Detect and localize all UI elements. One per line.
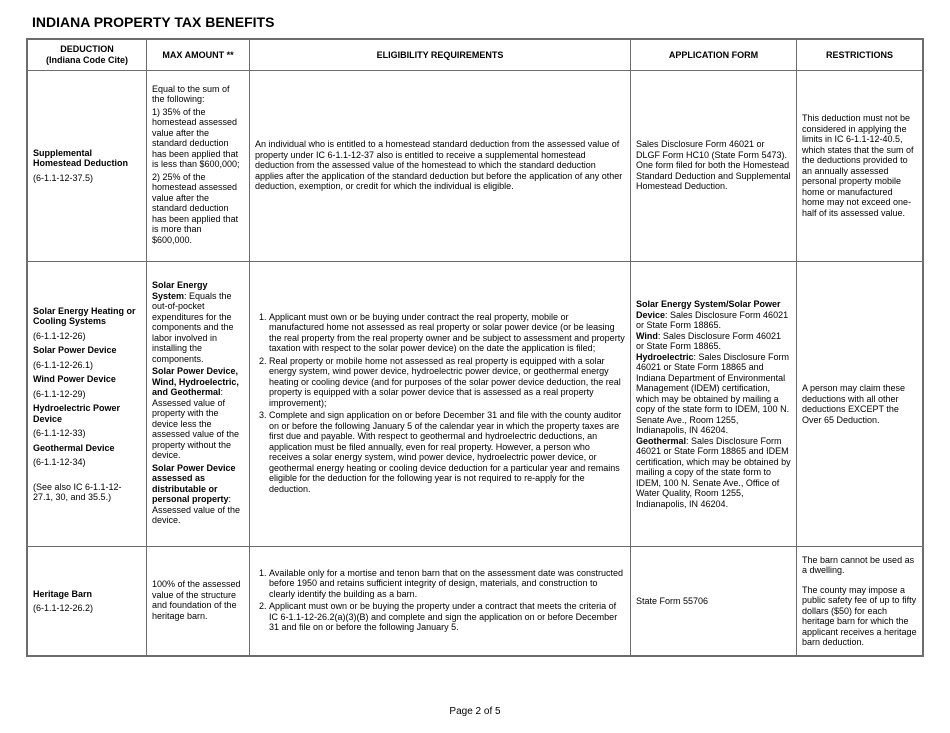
eligibility-cell <box>250 70 631 261</box>
header-eligibility: ELIGIBILITY REQUIREMENTS <box>250 39 631 70</box>
page-footer: Page 2 of 5 <box>449 706 501 717</box>
deduction-cite: (6-1.1-12-26) <box>33 330 86 341</box>
eligibility-cell <box>250 547 631 656</box>
amount-text: : Assessed value of the device. <box>152 494 241 526</box>
deduction-cite: (6-1.1-12-29) <box>33 388 86 399</box>
deduction-cite: (6-1.1-12-33) <box>33 428 86 439</box>
amount-text: : Equals the out-of-pocket expenditures for the components and the labor involved in installing the components. <box>152 290 234 364</box>
application-line <box>636 352 791 436</box>
list-item: 1. Available only for a mortise and tenon barn that on the assessment date was constructed before 1950 and retains sufficient integrity of design, materials, and construction to clearly identify the building as a barn. <box>269 568 625 600</box>
deduction-name: Hydroelectric Power Device <box>33 403 121 424</box>
list-item: 2. Applicant must own or be buying the property under a contract that meets the criteria of IC 6-1.1-12-26.2(a)(3)(B) and complete and sign the application on or before December 31 and file on or before the following January 5. <box>269 601 625 633</box>
application-text: : Sales Disclosure Form 46021 or State Form 18865 and IDEM certification, which may be obtained by mailing a copy of the state form to IDEM, 100 N. Senate Ave., Office of Water Quality, Room 1255, Indianapolis, IN 46204. <box>636 435 791 509</box>
amount-line <box>152 463 244 526</box>
eligibility-cell <box>250 261 631 547</box>
amount-label: Solar Energy System <box>152 280 208 301</box>
deduction-cell <box>27 70 147 261</box>
deduction-name: Solar Power Device <box>33 345 117 356</box>
deduction-cite: (6-1.1-12-37.5) <box>33 172 94 183</box>
application-text: : Sales Disclosure Form 46021 or State Form 18865. <box>636 330 781 352</box>
deduction-cell <box>27 547 147 656</box>
restrictions-cell <box>797 261 924 547</box>
amount-line: 1) 35% of the homestead assessed value after the standard deduction has been applied that is less than $600,000; <box>152 106 240 170</box>
list-item: 1. Applicant must own or be buying under contract the real property, mobile or manufactured home not assessed as real property or solar power device (or be leasing the real property from the real property owner and be subject to assessment and property taxation with respect to the solar power device) on the date the application is filed; <box>269 312 625 354</box>
application-label: Hydroelectric <box>636 351 694 362</box>
application-line <box>636 436 791 510</box>
deduction-cite: (6-1.1-12-26.2) <box>33 603 94 614</box>
application-label: Solar Energy System/Solar Power Device <box>636 299 781 320</box>
restrictions-text: The county may impose a public safety fee of up to fifty dollars ($50) for each heritage barn for which the applicant receives a heritage barn deduction. <box>802 584 917 648</box>
amount-label: Solar Power Device assessed as distributable or personal property <box>152 462 236 505</box>
deduction-cell <box>27 261 147 547</box>
table-row <box>27 261 923 547</box>
application-line <box>636 299 791 331</box>
eligibility-list <box>255 312 625 495</box>
restrictions-cell <box>797 70 924 261</box>
amount-line: 2) 25% of the homestead assessed value after the standard deduction has been applied that is more than $600,000. <box>152 171 239 245</box>
amount-text: : Assessed value of property with the device less the assessed value of the property without the device. <box>152 387 240 461</box>
benefits-table <box>26 38 924 657</box>
table-row <box>27 547 923 656</box>
amount-line <box>152 366 244 461</box>
eligibility-list <box>255 568 625 633</box>
deduction-cite: (6-1.1-12-34) <box>33 457 86 468</box>
list-item: 2. Real property or mobile home not assessed as real property is equipped with a solar energy system, wind power device, hydroelectric power device, or geothermal energy heating or cooling device (and for purposes of the solar power device deduction, the real property is equipped with a solar power device that is assessed as a real property improvement); <box>269 356 625 409</box>
deduction-name: Geothermal Device <box>33 442 115 453</box>
deduction-name: Solar Energy Heating or Cooling Systems <box>33 305 136 327</box>
header-deduction <box>27 39 147 70</box>
application-text: : Sales Disclosure Form 46021 or State Form 18865. <box>636 309 789 331</box>
max-amount-cell <box>147 547 250 656</box>
page-title: INDIANA PROPERTY TAX BENEFITS <box>32 14 275 30</box>
header-deduction-label: DEDUCTION <box>60 44 114 55</box>
amount-line: 100% of the assessed value of the structure and foundation of the heritage barn. <box>152 579 241 621</box>
application-cell <box>631 70 797 261</box>
application-text: : Sales Disclosure Form 46021 or State Form 18865 and Indiana Department of Environmental Management (IDEM) certification, which may be obtained by mailing a copy of the state form to IDEM, 100 N. Senate Ave., Room 1255, Indianapolis, IN 46204. <box>636 351 790 436</box>
table-row <box>27 70 923 261</box>
max-amount-cell <box>147 70 250 261</box>
see-also: (See also IC 6-1.1-12-27.1, 30, and 35.5.) <box>33 481 122 503</box>
application-text: Sales Disclosure Form 46021 or DLGF Form HC10 (State Form 5473). One form filed for both the Homestead Standard Deduction and Supplemental Homestead Deduction. <box>636 139 791 192</box>
amount-line: Equal to the sum of the following: <box>152 83 230 105</box>
amount-label: Solar Power Device, Wind, Hydroelectric, and Geothermal <box>152 366 239 398</box>
application-label: Geothermal <box>636 435 687 446</box>
header-application: APPLICATION FORM <box>631 39 797 70</box>
restrictions-text: A person may claim these deductions with all other deductions EXCEPT the Over 65 Deduction. <box>802 383 906 425</box>
deduction-name: Wind Power Device <box>33 374 116 385</box>
list-item: 3. Complete and sign application on or before December 31 and file with the county auditor on or before the following January 5 of the calendar year in which the property taxes are first due and payable. With respect to geothermal and hydroelectric deductions, an application must be filed annually, even for real property. However, a person who receives a solar energy system, wind power device, hydroelectric power device, or geothermal energy heating or cooling device deduction for a particular year and remains eligible for the deduction for the following year is not required to re-apply for the deduction. <box>269 410 625 494</box>
application-text: State Form 55706 <box>636 595 709 606</box>
eligibility-text: An individual who is entitled to a homestead standard deduction from the assessed value of property under IC 6-1.1-12-37 also is entitled to receive a supplemental homestead deduction from the assessed value of the homestead to which the standard deduction applies after the application of the standard deduction but before the application of any other deduction, exemption, or credit for which the individual is eligible. <box>255 139 623 192</box>
header-deduction-sub: (Indiana Code Cite) <box>45 54 128 65</box>
restrictions-text: The barn cannot be used as a dwelling. <box>802 554 915 576</box>
restrictions-text: This deduction must not be considered in applying the limits in IC 6-1.1-12-40.5, which states that the sum of the deductions provided to an annually assessed personal property mobile home or manufactured home may not exceed one-half of its assessed value. <box>802 113 914 218</box>
application-label: Wind <box>636 330 658 341</box>
header-restrictions: RESTRICTIONS <box>797 39 924 70</box>
deduction-name: Heritage Barn <box>33 588 93 599</box>
application-line <box>636 331 791 352</box>
restrictions-cell <box>797 547 924 656</box>
max-amount-cell <box>147 261 250 547</box>
table-header-row <box>27 39 923 70</box>
deduction-cite: (6-1.1-12-26.1) <box>33 359 94 370</box>
application-cell <box>631 261 797 547</box>
deduction-name: Supplemental Homestead Deduction <box>33 147 129 169</box>
amount-line <box>152 280 244 364</box>
application-cell <box>631 547 797 656</box>
header-max-amount: MAX AMOUNT ** <box>147 39 250 70</box>
